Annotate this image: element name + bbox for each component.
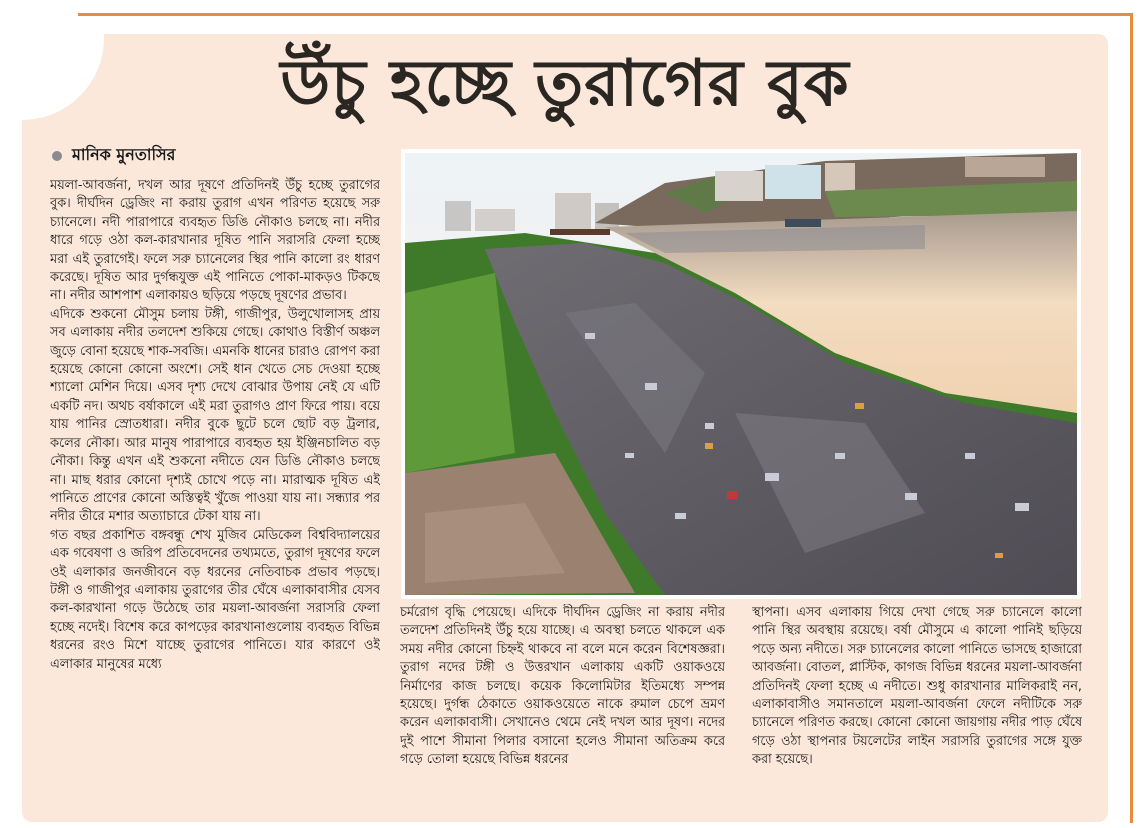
article-column-2 [400,604,725,794]
byline-author: মানিক মুনতাসির [72,145,176,164]
paragraph-4: চর্মরোগ বৃদ্ধি পেয়েছে। এদিকে দীর্ঘদিন ড্রেজিং না করায় নদীর তলদেশ প্রতিদিনই উঁচু হয়ে যাচ্ছে। এ অবস্থা চলতে থাকলে এক সময় নদীর কোনো চিহ্নই থাকবে না বলে মনে করেন বিশেষজ্ঞরা। তুরাগ নদের টঙ্গী ও উত্তরখান এলাকায় একটি ওয়াকওয়ে নির্মাণের কাজ চলছে। কয়েক কিলোমিটার ইতিমধ্যে সম্পন্ন হয়েছে। দুর্গন্ধ ঠেকাতে ওয়াকওয়েতে নাকে রুমাল চেপে ভ্রমণ করেন এলাকাবাসী। সেখানেও থেমে নেই দখল আর দূষণ। নদের দুই পাশে সীমানা পিলার বসানো হলেও সীমানা অতিক্রম করে গড়ে তোলা হয়েছে বিভিন্ন ধরনের [400,605,725,768]
paragraph-2: এদিকে শুকনো মৌসুম চলায় টঙ্গী, গাজীপুর, উলুখোলাসহ প্রায় সব এলাকায় নদীর তলদেশ শুকিয়ে গেছে। কোথাও বিস্তীর্ণ অঞ্চল জুড়ে বোনা হয়েছে শাক-সবজি। এমনকি ধানের চারাও রোপণ করা হয়েছে কোনো কোনো অংশে। সেই ধান খেতে সেচ দেওয়া হচ্ছে শ্যালো মেশিন দিয়ে। এসব দৃশ্য দেখে বোঝার উপায় নেই যে এটি একটি নদ। অথচ বর্ষাকালে এই মরা তুরাগও প্রাণ ফিরে পায়। বয়ে যায় পানির স্রোতধারা। নদীর বুকে ছুটে চলে ছোট বড় ট্রলার, কলের নৌকা। আর মানুষ পারাপারে ব্যবহৃত হয় ইঞ্জিনচালিত বড় নৌকা। কিন্তু এখন এই শুকনো নদীতে যেন ডিঙি নৌকাও চলছে না। মাছ ধরার কোনো দৃশ্যই চোখে পড়ে না। মারাত্মক দূষিত এই পানিতে প্রাণের কোনো অস্তিত্বই খুঁজে পাওয়া যায় না। সন্ধ্যার পর নদীর তীরে মশার অত্যাচারে টেকা যায় না। [50,306,380,525]
byline [52,142,175,169]
article-column-1 [50,177,380,799]
headline: উঁচু হচ্ছে তুরাগের বুক [280,46,850,121]
river-photo-illustration [405,153,1077,595]
paragraph-3: গত বছর প্রকাশিত বঙ্গবন্ধু শেখ মুজিব মেডিকেল বিশ্ববিদ্যালয়ের এক গবেষণা ও জরিপ প্রতিবেদনের তথ্যমতে, তুরাগ দূষণের ফলে ওই এলাকার জনজীবনে বড় ধরনের নেতিবাচক প্রভাব পড়ছে। টঙ্গী ও গাজীপুর এলাকায় তুরাগের তীর ঘেঁষে এলাকাবাসীর যেসব কল-কারখানা গড়ে উঠেছে তার ময়লা-আবর্জনা সরাসরি ফেলা হচ্ছে নদেই। বিশেষ করে কাপড়ের কারখানাগুলোয় ব্যবহৃত বিভিন্ন ধরনের রংও মিশে যাচ্ছে তুরাগের পানিতে। যার কারণে ওই এলাকার মানুষের মধ্যে [50,527,380,672]
frame-top-rule [78,13,1133,16]
article-column-3 [752,604,1082,794]
paragraph-5: স্থাপনা। এসব এলাকায় গিয়ে দেখা গেছে সরু চ্যানেলে কালো পানি স্থির অবস্থায় রয়েছে। বর্ষা মৌসুমে এ কালো পানিই ছড়িয়ে পড়ে অন্য নদীতে। সরু চ্যানেলের কালো পানিতে ভাসছে হাজারো আবর্জনা। বোতল, প্লাস্টিক, কাগজ বিভিন্ন ধরনের ময়লা-আবর্জনা প্রতিদিনই ফেলা হচ্ছে এ নদীতে। শুধু কারখানার মালিকরাই নন, এলাকাবাসীও সমানতালে ময়লা-আবর্জনা ফেলে নদীটিকে সরু চ্যানেলে পরিণত করছে। কোনো কোনো জায়গায় নদীর পাড় ঘেঁষে গড়ে ওঠা স্থাপনার টয়লেটের লাইন সরাসরি তুরাগের সঙ্গে যুক্ত করা হয়েছে। [752,605,1082,768]
frame-right-rule [1130,13,1133,823]
paragraph-1: ময়লা-আবর্জনা, দখল আর দূষণে প্রতিদিনই উঁচু হচ্ছে তুরাগের বুক। দীর্ঘদিন ড্রেজিং না করায় তুরাগ এখন পরিণত হয়েছে সরু চ্যানেলে। নদী পারাপারে ব্যবহৃত ডিঙি নৌকাও চলছে না। নদীর ধারে গড়ে ওঠা কল-কারখানার দূষিত পানি সরাসরি ফেলা হচ্ছে মরা এই তুরাগেই। ফলে সরু চ্যানেলের স্থির পানি কালো রং ধারণ করেছে। দূষিত আর দুর্গন্ধযুক্ত এই পানিতে পোকা-মাকড়ও টিকছে না। নদীর আশপাশ এলাকায়ও ছড়িয়ে পড়ছে দূষণের প্রভাব। [50,178,380,304]
river-photo [401,149,1081,599]
byline-bullet [52,151,62,161]
